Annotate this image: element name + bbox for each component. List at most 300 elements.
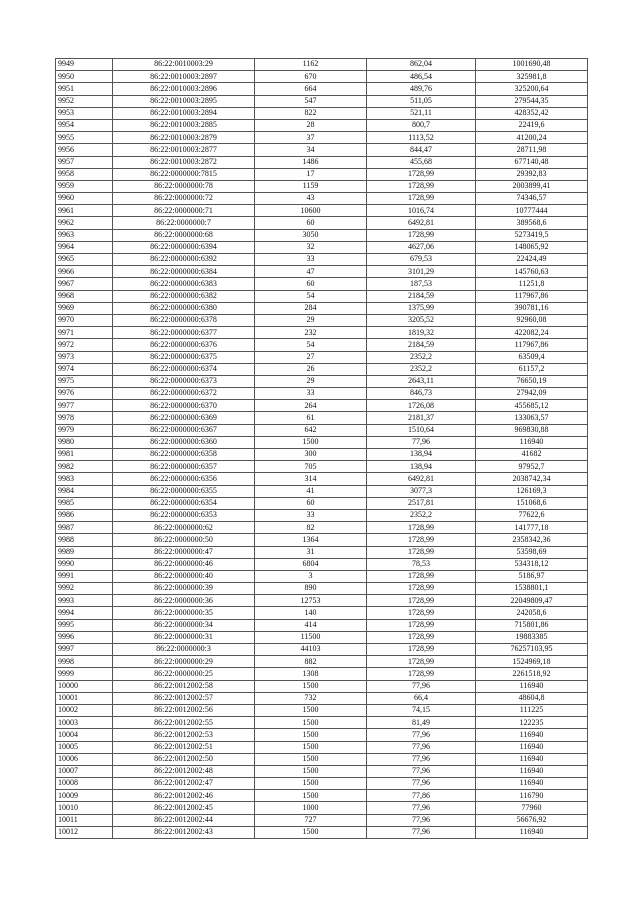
cadastral-number-cell: 86:22:0012002:56 bbox=[113, 704, 255, 716]
table-row bbox=[56, 583, 588, 595]
cadastral-number-cell: 86:22:0000000:7 bbox=[113, 217, 255, 229]
cadastral-value-cell: 97952,7 bbox=[476, 461, 588, 473]
table-row bbox=[56, 168, 588, 180]
cadastral-number-cell: 86:22:0012002:44 bbox=[113, 814, 255, 826]
cadastral-number-cell: 86:22:0012002:45 bbox=[113, 802, 255, 814]
cadastral-number-cell: 86:22:0000000:6355 bbox=[113, 485, 255, 497]
cadastral-value-cell: 117967,86 bbox=[476, 290, 588, 302]
table-row bbox=[56, 619, 588, 631]
area-cell: 47 bbox=[255, 266, 367, 278]
row-number-cell: 9988 bbox=[56, 534, 113, 546]
specific-value-cell: 1728,99 bbox=[367, 168, 476, 180]
area-cell: 284 bbox=[255, 302, 367, 314]
cadastral-number-cell: 86:22:0010003:2877 bbox=[113, 144, 255, 156]
row-number-cell: 10011 bbox=[56, 814, 113, 826]
specific-value-cell: 1375,99 bbox=[367, 302, 476, 314]
cadastral-value-cell: 117967,86 bbox=[476, 339, 588, 351]
table-row bbox=[56, 327, 588, 339]
area-cell: 664 bbox=[255, 83, 367, 95]
row-number-cell: 9972 bbox=[56, 339, 113, 351]
cadastral-number-cell: 86:22:0010003:29 bbox=[113, 59, 255, 71]
cadastral-value-cell: 677140,48 bbox=[476, 156, 588, 168]
specific-value-cell: 77,86 bbox=[367, 790, 476, 802]
cadastral-number-cell: 86:22:0000000:6358 bbox=[113, 449, 255, 461]
area-cell: 890 bbox=[255, 583, 367, 595]
table-row bbox=[56, 607, 588, 619]
cadastral-value-cell: 27942,09 bbox=[476, 388, 588, 400]
row-number-cell: 9978 bbox=[56, 412, 113, 424]
specific-value-cell: 2352,2 bbox=[367, 351, 476, 363]
specific-value-cell: 77,96 bbox=[367, 814, 476, 826]
specific-value-cell: 521,11 bbox=[367, 107, 476, 119]
row-number-cell: 9964 bbox=[56, 241, 113, 253]
cadastral-number-cell: 86:22:0000000:29 bbox=[113, 656, 255, 668]
cadastral-number-cell: 86:22:0000000:6370 bbox=[113, 400, 255, 412]
specific-value-cell: 1728,99 bbox=[367, 607, 476, 619]
cadastral-value-cell: 5186,97 bbox=[476, 570, 588, 582]
row-number-cell: 9991 bbox=[56, 570, 113, 582]
cadastral-value-cell: 22049809,47 bbox=[476, 595, 588, 607]
specific-value-cell: 1728,99 bbox=[367, 570, 476, 582]
cadastral-value-cell: 41200,24 bbox=[476, 132, 588, 144]
area-cell: 232 bbox=[255, 327, 367, 339]
row-number-cell: 10009 bbox=[56, 790, 113, 802]
table-row bbox=[56, 461, 588, 473]
table-row bbox=[56, 631, 588, 643]
row-number-cell: 9994 bbox=[56, 607, 113, 619]
specific-value-cell: 77,96 bbox=[367, 753, 476, 765]
cadastral-value-cell: 28711,98 bbox=[476, 144, 588, 156]
row-number-cell: 9986 bbox=[56, 509, 113, 521]
area-cell: 44103 bbox=[255, 644, 367, 656]
table-row bbox=[56, 765, 588, 777]
table-row bbox=[56, 375, 588, 387]
specific-value-cell: 3077,3 bbox=[367, 485, 476, 497]
cadastral-value-cell: 325981,8 bbox=[476, 71, 588, 83]
area-cell: 3 bbox=[255, 570, 367, 582]
specific-value-cell: 81,49 bbox=[367, 717, 476, 729]
table-body bbox=[56, 59, 588, 839]
table-row bbox=[56, 363, 588, 375]
area-cell: 1500 bbox=[255, 765, 367, 777]
cadastral-value-cell: 116940 bbox=[476, 765, 588, 777]
row-number-cell: 9956 bbox=[56, 144, 113, 156]
table-row bbox=[56, 729, 588, 741]
row-number-cell: 10012 bbox=[56, 826, 113, 838]
row-number-cell: 9959 bbox=[56, 180, 113, 192]
area-cell: 314 bbox=[255, 473, 367, 485]
cadastral-value-cell: 48604,8 bbox=[476, 692, 588, 704]
cadastral-number-cell: 86:22:0000000:72 bbox=[113, 193, 255, 205]
cadastral-value-cell: 133063,57 bbox=[476, 412, 588, 424]
area-cell: 60 bbox=[255, 497, 367, 509]
row-number-cell: 10001 bbox=[56, 692, 113, 704]
table-row bbox=[56, 826, 588, 838]
row-number-cell: 9973 bbox=[56, 351, 113, 363]
cadastral-number-cell: 86:22:0000000:6384 bbox=[113, 266, 255, 278]
specific-value-cell: 138,94 bbox=[367, 449, 476, 461]
cadastral-value-cell: 141777,18 bbox=[476, 522, 588, 534]
cadastral-value-cell: 122235 bbox=[476, 717, 588, 729]
cadastral-value-cell: 61157,2 bbox=[476, 363, 588, 375]
area-cell: 1159 bbox=[255, 180, 367, 192]
cadastral-value-cell: 2358342,36 bbox=[476, 534, 588, 546]
cadastral-value-cell: 56676,92 bbox=[476, 814, 588, 826]
row-number-cell: 9968 bbox=[56, 290, 113, 302]
area-cell: 1500 bbox=[255, 680, 367, 692]
table-row bbox=[56, 205, 588, 217]
area-cell: 1500 bbox=[255, 790, 367, 802]
area-cell: 1500 bbox=[255, 436, 367, 448]
table-row bbox=[56, 119, 588, 131]
area-cell: 60 bbox=[255, 217, 367, 229]
specific-value-cell: 862,04 bbox=[367, 59, 476, 71]
cadastral-number-cell: 86:22:0012002:43 bbox=[113, 826, 255, 838]
specific-value-cell: 1728,99 bbox=[367, 546, 476, 558]
area-cell: 61 bbox=[255, 412, 367, 424]
table-row bbox=[56, 595, 588, 607]
row-number-cell: 9960 bbox=[56, 193, 113, 205]
cadastral-number-cell: 86:22:0000000:47 bbox=[113, 546, 255, 558]
row-number-cell: 9983 bbox=[56, 473, 113, 485]
table-row bbox=[56, 59, 588, 71]
table-row bbox=[56, 95, 588, 107]
cadastral-number-cell: 86:22:0000000:6372 bbox=[113, 388, 255, 400]
table-row bbox=[56, 741, 588, 753]
area-cell: 26 bbox=[255, 363, 367, 375]
table-row bbox=[56, 314, 588, 326]
cadastral-value-cell: 279544,35 bbox=[476, 95, 588, 107]
area-cell: 732 bbox=[255, 692, 367, 704]
row-number-cell: 9984 bbox=[56, 485, 113, 497]
cadastral-number-cell: 86:22:0012002:53 bbox=[113, 729, 255, 741]
row-number-cell: 9955 bbox=[56, 132, 113, 144]
row-number-cell: 9977 bbox=[56, 400, 113, 412]
row-number-cell: 9950 bbox=[56, 71, 113, 83]
specific-value-cell: 6492,81 bbox=[367, 217, 476, 229]
specific-value-cell: 489,76 bbox=[367, 83, 476, 95]
area-cell: 28 bbox=[255, 119, 367, 131]
area-cell: 705 bbox=[255, 461, 367, 473]
table-row bbox=[56, 680, 588, 692]
table-row bbox=[56, 266, 588, 278]
cadastral-value-cell: 63509,4 bbox=[476, 351, 588, 363]
row-number-cell: 10005 bbox=[56, 741, 113, 753]
table-row bbox=[56, 193, 588, 205]
area-cell: 642 bbox=[255, 424, 367, 436]
table-row bbox=[56, 802, 588, 814]
specific-value-cell: 77,96 bbox=[367, 680, 476, 692]
table-row bbox=[56, 522, 588, 534]
cadastral-number-cell: 86:22:0000000:6374 bbox=[113, 363, 255, 375]
area-cell: 727 bbox=[255, 814, 367, 826]
cadastral-value-cell: 92960,08 bbox=[476, 314, 588, 326]
cadastral-value-cell: 2003899,41 bbox=[476, 180, 588, 192]
area-cell: 33 bbox=[255, 254, 367, 266]
cadastral-number-cell: 86:22:0012002:58 bbox=[113, 680, 255, 692]
cadastral-number-cell: 86:22:0000000:6354 bbox=[113, 497, 255, 509]
table-row bbox=[56, 83, 588, 95]
row-number-cell: 9966 bbox=[56, 266, 113, 278]
specific-value-cell: 2517,81 bbox=[367, 497, 476, 509]
area-cell: 1000 bbox=[255, 802, 367, 814]
specific-value-cell: 1728,99 bbox=[367, 583, 476, 595]
specific-value-cell: 6492,81 bbox=[367, 473, 476, 485]
cadastral-number-cell: 86:22:0012002:46 bbox=[113, 790, 255, 802]
table-row bbox=[56, 704, 588, 716]
cadastral-number-cell: 86:22:0000000:6376 bbox=[113, 339, 255, 351]
area-cell: 670 bbox=[255, 71, 367, 83]
area-cell: 27 bbox=[255, 351, 367, 363]
cadastral-value-cell: 1538801,1 bbox=[476, 583, 588, 595]
cadastral-value-cell: 126169,3 bbox=[476, 485, 588, 497]
area-cell: 264 bbox=[255, 400, 367, 412]
cadastral-value-cell: 389568,6 bbox=[476, 217, 588, 229]
cadastral-number-cell: 86:22:0000000:6380 bbox=[113, 302, 255, 314]
cadastral-value-cell: 116940 bbox=[476, 729, 588, 741]
area-cell: 547 bbox=[255, 95, 367, 107]
cadastral-value-cell: 242058,6 bbox=[476, 607, 588, 619]
area-cell: 1500 bbox=[255, 741, 367, 753]
specific-value-cell: 455,68 bbox=[367, 156, 476, 168]
specific-value-cell: 1728,99 bbox=[367, 522, 476, 534]
row-number-cell: 9974 bbox=[56, 363, 113, 375]
area-cell: 1364 bbox=[255, 534, 367, 546]
cadastral-number-cell: 86:22:0000000:36 bbox=[113, 595, 255, 607]
specific-value-cell: 77,96 bbox=[367, 826, 476, 838]
cadastral-number-cell: 86:22:0000000:6356 bbox=[113, 473, 255, 485]
row-number-cell: 9967 bbox=[56, 278, 113, 290]
cadastral-value-cell: 1524969,18 bbox=[476, 656, 588, 668]
row-number-cell: 10008 bbox=[56, 778, 113, 790]
specific-value-cell: 511,05 bbox=[367, 95, 476, 107]
table-row bbox=[56, 302, 588, 314]
row-number-cell: 10003 bbox=[56, 717, 113, 729]
cadastral-number-cell: 86:22:0012002:57 bbox=[113, 692, 255, 704]
area-cell: 6804 bbox=[255, 558, 367, 570]
row-number-cell: 9965 bbox=[56, 254, 113, 266]
area-cell: 41 bbox=[255, 485, 367, 497]
row-number-cell: 9979 bbox=[56, 424, 113, 436]
row-number-cell: 9982 bbox=[56, 461, 113, 473]
cadastral-value-cell: 5273419,5 bbox=[476, 229, 588, 241]
specific-value-cell: 1728,99 bbox=[367, 180, 476, 192]
row-number-cell: 9995 bbox=[56, 619, 113, 631]
cadastral-value-cell: 29392,83 bbox=[476, 168, 588, 180]
row-number-cell: 9958 bbox=[56, 168, 113, 180]
area-cell: 1500 bbox=[255, 753, 367, 765]
cadastral-value-cell: 715801,86 bbox=[476, 619, 588, 631]
row-number-cell: 9952 bbox=[56, 95, 113, 107]
cadastral-number-cell: 86:22:0000000:62 bbox=[113, 522, 255, 534]
cadastral-number-cell: 86:22:0000000:50 bbox=[113, 534, 255, 546]
area-cell: 34 bbox=[255, 144, 367, 156]
table-row bbox=[56, 509, 588, 521]
cadastral-number-cell: 86:22:0000000:6357 bbox=[113, 461, 255, 473]
table-row bbox=[56, 546, 588, 558]
table-row bbox=[56, 753, 588, 765]
specific-value-cell: 1728,99 bbox=[367, 631, 476, 643]
area-cell: 10600 bbox=[255, 205, 367, 217]
table-row bbox=[56, 144, 588, 156]
row-number-cell: 9951 bbox=[56, 83, 113, 95]
cadastral-value-cell: 390781,16 bbox=[476, 302, 588, 314]
row-number-cell: 10004 bbox=[56, 729, 113, 741]
table-row bbox=[56, 656, 588, 668]
area-cell: 33 bbox=[255, 509, 367, 521]
cadastral-value-cell: 41682 bbox=[476, 449, 588, 461]
cadastral-number-cell: 86:22:0000000:34 bbox=[113, 619, 255, 631]
row-number-cell: 9976 bbox=[56, 388, 113, 400]
specific-value-cell: 1728,99 bbox=[367, 619, 476, 631]
cadastral-number-cell: 86:22:0012002:51 bbox=[113, 741, 255, 753]
table-row bbox=[56, 290, 588, 302]
area-cell: 32 bbox=[255, 241, 367, 253]
area-cell: 1308 bbox=[255, 668, 367, 680]
area-cell: 300 bbox=[255, 449, 367, 461]
cadastral-value-cell: 22419,6 bbox=[476, 119, 588, 131]
cadastral-value-cell: 116940 bbox=[476, 436, 588, 448]
area-cell: 414 bbox=[255, 619, 367, 631]
cadastral-number-cell: 86:22:0012002:48 bbox=[113, 765, 255, 777]
area-cell: 60 bbox=[255, 278, 367, 290]
specific-value-cell: 2352,2 bbox=[367, 509, 476, 521]
specific-value-cell: 2643,11 bbox=[367, 375, 476, 387]
row-number-cell: 9993 bbox=[56, 595, 113, 607]
area-cell: 17 bbox=[255, 168, 367, 180]
cadastral-number-cell: 86:22:0000000:6369 bbox=[113, 412, 255, 424]
cadastral-value-cell: 969830,88 bbox=[476, 424, 588, 436]
cadastral-number-cell: 86:22:0000000:35 bbox=[113, 607, 255, 619]
table-row bbox=[56, 570, 588, 582]
specific-value-cell: 77,96 bbox=[367, 436, 476, 448]
area-cell: 33 bbox=[255, 388, 367, 400]
specific-value-cell: 1728,99 bbox=[367, 229, 476, 241]
area-cell: 1486 bbox=[255, 156, 367, 168]
table-row bbox=[56, 241, 588, 253]
table-row bbox=[56, 180, 588, 192]
row-number-cell: 9963 bbox=[56, 229, 113, 241]
specific-value-cell: 66,4 bbox=[367, 692, 476, 704]
row-number-cell: 9975 bbox=[56, 375, 113, 387]
cadastral-number-cell: 86:22:0010003:2885 bbox=[113, 119, 255, 131]
row-number-cell: 9996 bbox=[56, 631, 113, 643]
row-number-cell: 10000 bbox=[56, 680, 113, 692]
cadastral-value-cell: 76257103,95 bbox=[476, 644, 588, 656]
row-number-cell: 10002 bbox=[56, 704, 113, 716]
table-row bbox=[56, 351, 588, 363]
specific-value-cell: 138,94 bbox=[367, 461, 476, 473]
area-cell: 882 bbox=[255, 656, 367, 668]
row-number-cell: 9953 bbox=[56, 107, 113, 119]
table-row bbox=[56, 412, 588, 424]
row-number-cell: 10006 bbox=[56, 753, 113, 765]
row-number-cell: 9989 bbox=[56, 546, 113, 558]
area-cell: 822 bbox=[255, 107, 367, 119]
area-cell: 11500 bbox=[255, 631, 367, 643]
cadastral-number-cell: 86:22:0000000:39 bbox=[113, 583, 255, 595]
table-row bbox=[56, 497, 588, 509]
cadastral-value-cell: 76650,19 bbox=[476, 375, 588, 387]
cadastral-number-cell: 86:22:0000000:6375 bbox=[113, 351, 255, 363]
specific-value-cell: 1728,99 bbox=[367, 668, 476, 680]
specific-value-cell: 1113,52 bbox=[367, 132, 476, 144]
cadastral-value-cell: 534318,12 bbox=[476, 558, 588, 570]
cadastral-number-cell: 86:22:0012002:47 bbox=[113, 778, 255, 790]
cadastral-number-cell: 86:22:0000000:6383 bbox=[113, 278, 255, 290]
cadastral-value-cell: 111225 bbox=[476, 704, 588, 716]
specific-value-cell: 4627,06 bbox=[367, 241, 476, 253]
specific-value-cell: 78,53 bbox=[367, 558, 476, 570]
cadastral-value-cell: 116940 bbox=[476, 826, 588, 838]
specific-value-cell: 3205,52 bbox=[367, 314, 476, 326]
cadastral-number-cell: 86:22:0000000:40 bbox=[113, 570, 255, 582]
cadastral-value-cell: 148065,92 bbox=[476, 241, 588, 253]
area-cell: 54 bbox=[255, 290, 367, 302]
cadastral-value-cell: 116940 bbox=[476, 741, 588, 753]
specific-value-cell: 77,96 bbox=[367, 741, 476, 753]
cadastral-value-cell: 145760,63 bbox=[476, 266, 588, 278]
cadastral-value-cell: 53598,69 bbox=[476, 546, 588, 558]
area-cell: 1162 bbox=[255, 59, 367, 71]
cadastral-value-cell: 10777444 bbox=[476, 205, 588, 217]
row-number-cell: 9980 bbox=[56, 436, 113, 448]
table-row bbox=[56, 778, 588, 790]
cadastral-value-cell: 455685,12 bbox=[476, 400, 588, 412]
cadastral-number-cell: 86:22:0000000:6367 bbox=[113, 424, 255, 436]
cadastral-number-cell: 86:22:0000000:46 bbox=[113, 558, 255, 570]
cadastral-value-cell: 428352,42 bbox=[476, 107, 588, 119]
row-number-cell: 9985 bbox=[56, 497, 113, 509]
cadastral-value-cell: 2261518,92 bbox=[476, 668, 588, 680]
cadastral-number-cell: 86:22:0000000:6392 bbox=[113, 254, 255, 266]
cadastral-number-cell: 86:22:0010003:2872 bbox=[113, 156, 255, 168]
table-row bbox=[56, 436, 588, 448]
row-number-cell: 9992 bbox=[56, 583, 113, 595]
area-cell: 29 bbox=[255, 314, 367, 326]
area-cell: 140 bbox=[255, 607, 367, 619]
area-cell: 37 bbox=[255, 132, 367, 144]
row-number-cell: 9997 bbox=[56, 644, 113, 656]
specific-value-cell: 1728,99 bbox=[367, 193, 476, 205]
cadastral-number-cell: 86:22:0000000:6394 bbox=[113, 241, 255, 253]
specific-value-cell: 1016,74 bbox=[367, 205, 476, 217]
table-row bbox=[56, 71, 588, 83]
cadastral-value-cell: 74346,57 bbox=[476, 193, 588, 205]
table-row bbox=[56, 485, 588, 497]
cadastral-number-cell: 86:22:0000000:6382 bbox=[113, 290, 255, 302]
specific-value-cell: 77,96 bbox=[367, 802, 476, 814]
table-row bbox=[56, 132, 588, 144]
row-number-cell: 9969 bbox=[56, 302, 113, 314]
table-row bbox=[56, 814, 588, 826]
table-row bbox=[56, 217, 588, 229]
cadastral-number-cell: 86:22:0000000:3 bbox=[113, 644, 255, 656]
table-row bbox=[56, 449, 588, 461]
area-cell: 12753 bbox=[255, 595, 367, 607]
table-row bbox=[56, 278, 588, 290]
row-number-cell: 9998 bbox=[56, 656, 113, 668]
specific-value-cell: 2181,37 bbox=[367, 412, 476, 424]
specific-value-cell: 1510,64 bbox=[367, 424, 476, 436]
cadastral-value-cell: 116940 bbox=[476, 753, 588, 765]
specific-value-cell: 74,15 bbox=[367, 704, 476, 716]
row-number-cell: 9971 bbox=[56, 327, 113, 339]
specific-value-cell: 2184,59 bbox=[367, 339, 476, 351]
cadastral-value-cell: 116790 bbox=[476, 790, 588, 802]
specific-value-cell: 846,73 bbox=[367, 388, 476, 400]
area-cell: 1500 bbox=[255, 717, 367, 729]
